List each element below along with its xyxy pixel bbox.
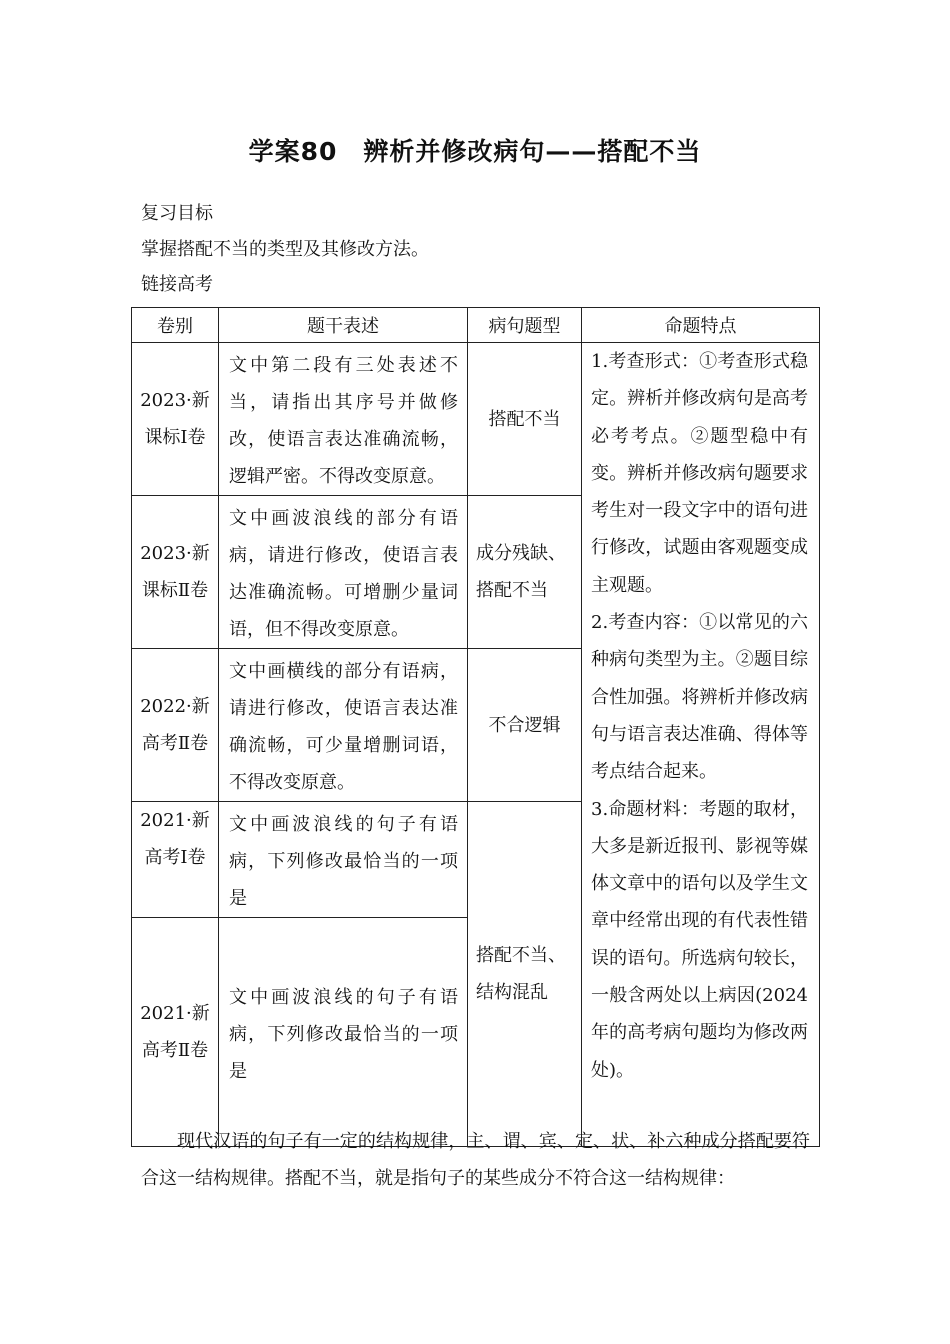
paper-cell bbox=[132, 649, 219, 802]
section-heading-link: 链接高考 bbox=[141, 274, 213, 295]
type-cell: 成分残缺、搭配不当 bbox=[468, 496, 582, 649]
review-goal-text: 掌握搭配不当的类型及其修改方法。 bbox=[141, 239, 429, 260]
paper-cell bbox=[132, 343, 219, 496]
features-cell bbox=[582, 343, 820, 1147]
paper-cell bbox=[132, 802, 219, 918]
header-type: 病句题型 bbox=[468, 308, 582, 343]
feature-item: 2.考查内容：①以常见的六种病句类型为主。②题目综合性加强。将辨析并修改病句与语言表达准确、得体等考点结合起来。 bbox=[591, 612, 808, 783]
paper-label: 2023·新课标Ⅱ卷 bbox=[140, 543, 210, 601]
paper-cell bbox=[132, 496, 219, 649]
paper-label: 2021·新高考Ⅱ卷 bbox=[140, 1003, 210, 1061]
prompt-cell: 文中画波浪线的句子有语病，下列修改最恰当的一项是 bbox=[219, 802, 468, 918]
paper-label: 2022·新高考Ⅱ卷 bbox=[140, 696, 210, 754]
prompt-cell: 文中第二段有三处表述不当，请指出其序号并做修改，使语言表达准确流畅，逻辑严密。不得改变原意。 bbox=[219, 343, 468, 496]
header-prompt: 题干表述 bbox=[219, 308, 468, 343]
prompt-cell: 文中画横线的部分有语病，请进行修改，使语言表达准确流畅，可少量增删词语，不得改变原意。 bbox=[219, 649, 468, 802]
table-row bbox=[132, 343, 820, 496]
header-features: 命题特点 bbox=[582, 308, 820, 343]
section-heading-review: 复习目标 bbox=[141, 203, 213, 224]
prompt-cell: 文中画波浪线的部分有语病，请进行修改，使语言表达准确流畅。可增删少量词语，但不得改变原意。 bbox=[219, 496, 468, 649]
table-header-row bbox=[132, 308, 820, 343]
type-cell: 搭配不当 bbox=[468, 343, 582, 496]
feature-item: 1.考查形式：①考查形式稳定。辨析并修改病句是高考必考考点。②题型稳中有变。辨析并修改病句题要求考生对一段文字中的语句进行修改，试题由客观题变成主观题。 bbox=[591, 351, 808, 596]
paper-cell bbox=[132, 918, 219, 1147]
page-title: 学案80 辨析并修改病句——搭配不当 bbox=[248, 137, 702, 166]
body-paragraph: 现代汉语的句子有一定的结构规律，主、谓、宾、定、状、补六种成分搭配要符合这一结构规律。搭配不当，就是指句子的某些成分不符合这一结构规律： bbox=[141, 1131, 810, 1189]
paper-label: 2021·新高考Ⅰ卷 bbox=[140, 810, 210, 868]
prompt-cell: 文中画波浪线的句子有语病，下列修改最恰当的一项是 bbox=[219, 918, 468, 1147]
paper-label: 2023·新课标Ⅰ卷 bbox=[140, 390, 210, 448]
exam-table bbox=[131, 307, 820, 1147]
type-cell: 搭配不当、结构混乱 bbox=[468, 802, 582, 1147]
feature-item: 3.命题材料：考题的取材，大多是新近报刊、影视等媒体文章中的语句以及学生文章中经常出现的有代表性错误的语句。所选病句较长，一般含两处以上病因(2024年的高考病句题均为修改两处)。 bbox=[591, 798, 808, 1081]
header-paper: 卷别 bbox=[132, 308, 219, 343]
type-cell: 不合逻辑 bbox=[468, 649, 582, 802]
